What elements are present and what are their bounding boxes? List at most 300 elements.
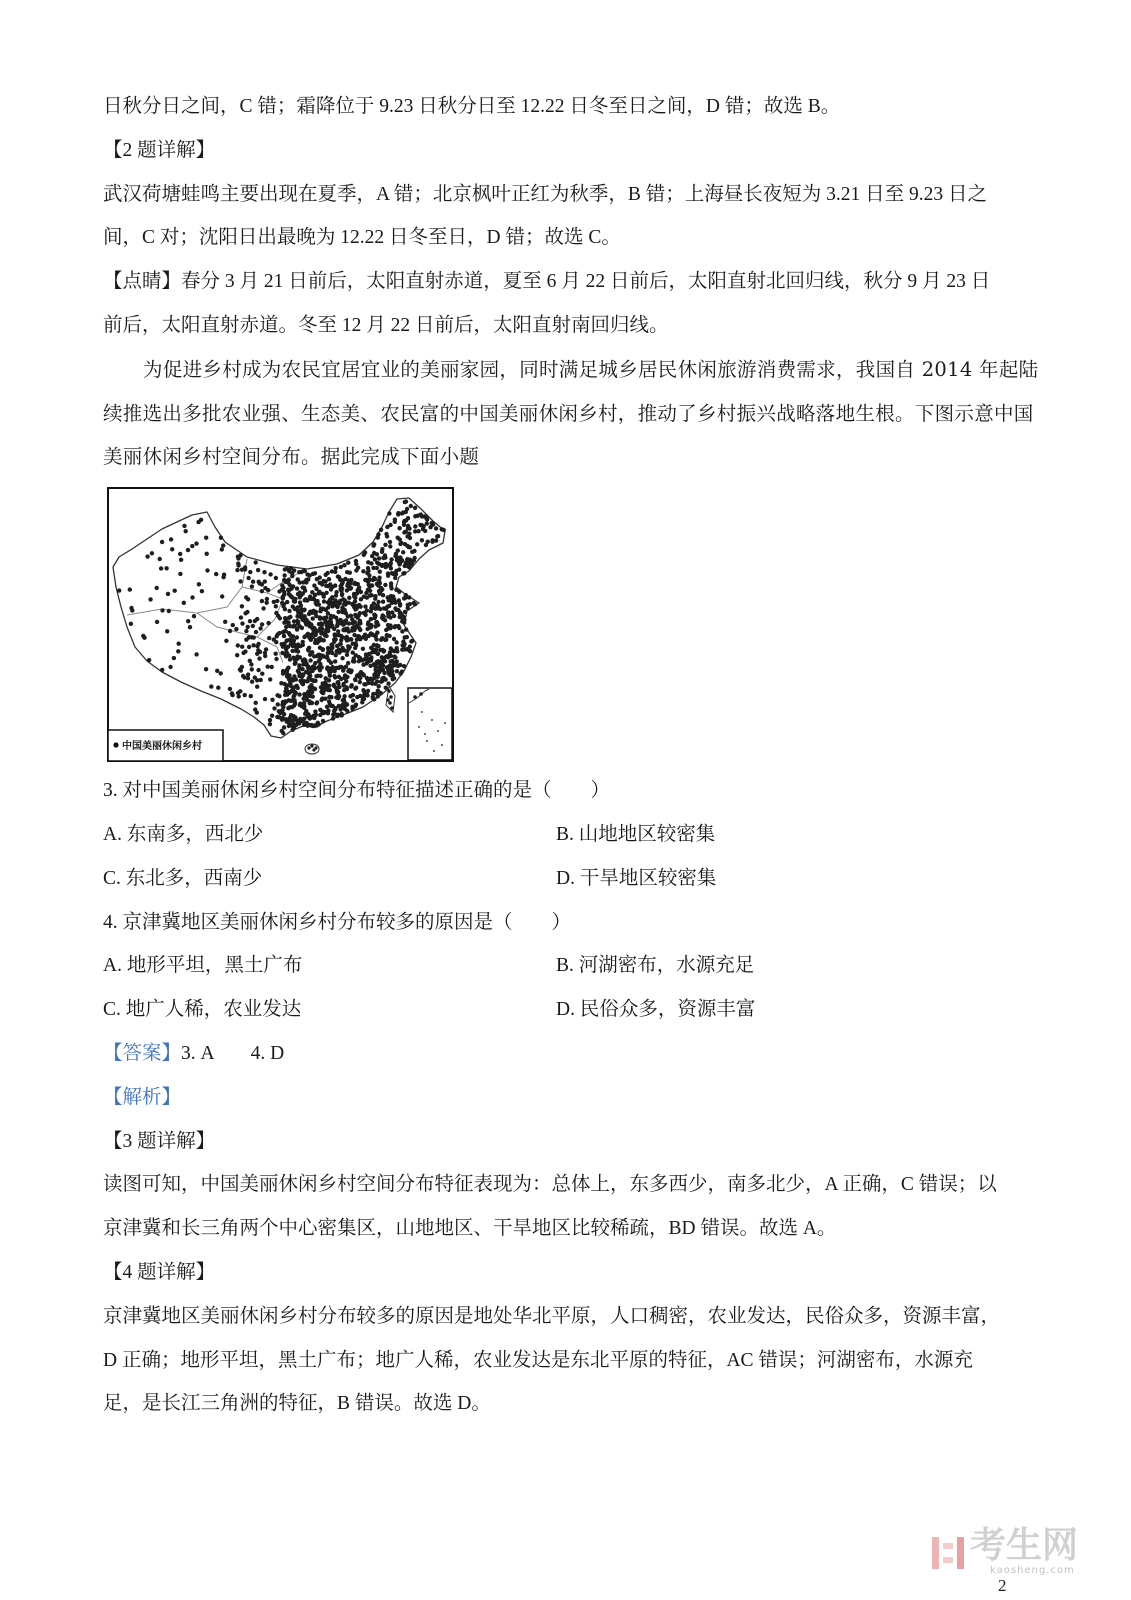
- village-dot: [328, 674, 332, 678]
- village-dot: [249, 662, 253, 666]
- village-dot: [150, 551, 154, 555]
- village-dot: [288, 682, 292, 686]
- village-dot: [413, 602, 417, 606]
- village-dot: [276, 702, 280, 706]
- village-dot: [257, 657, 261, 661]
- village-dot: [343, 577, 347, 581]
- village-dot: [312, 629, 316, 633]
- village-dot: [306, 647, 310, 651]
- village-dot: [395, 669, 399, 673]
- village-dot: [353, 599, 357, 603]
- village-dot: [329, 617, 333, 621]
- village-dot: [383, 583, 387, 587]
- q3-detail-heading: 【3 题详解】: [103, 1130, 216, 1152]
- village-dot: [262, 570, 266, 574]
- village-dot: [444, 722, 446, 724]
- village-dot: [291, 605, 295, 609]
- option-a: A. 地形平坦，黑土广布: [103, 955, 303, 977]
- village-dot: [415, 542, 419, 546]
- village-dot: [318, 674, 322, 678]
- village-dot: [272, 706, 276, 710]
- village-dot: [390, 571, 394, 575]
- village-dot: [238, 579, 242, 583]
- village-dot: [282, 621, 286, 625]
- village-dot: [424, 543, 428, 547]
- village-dot: [313, 661, 317, 665]
- village-dot: [205, 552, 209, 556]
- village-dot: [347, 596, 351, 600]
- village-dot: [250, 680, 254, 684]
- village-dot: [332, 683, 336, 687]
- village-dot: [303, 569, 307, 573]
- village-dot: [340, 656, 344, 660]
- village-dot: [376, 670, 380, 674]
- answer-item: 3. A: [181, 1042, 215, 1064]
- village-dot: [155, 586, 159, 590]
- village-dot: [425, 522, 429, 526]
- village-dot: [282, 578, 286, 582]
- village-dot: [326, 688, 330, 692]
- village-dot: [322, 686, 326, 690]
- village-dot: [178, 552, 182, 556]
- village-dot: [316, 653, 320, 657]
- village-dot: [280, 651, 284, 655]
- analysis-label: 【解析】: [103, 1086, 182, 1108]
- village-dot: [401, 550, 405, 554]
- village-dot: [223, 620, 227, 624]
- village-dot: [339, 565, 343, 569]
- question-4-options: [103, 988, 1113, 1032]
- village-dot: [266, 665, 270, 669]
- village-dot: [352, 657, 356, 661]
- village-dot: [394, 640, 398, 644]
- village-dot: [372, 697, 376, 701]
- village-dot: [366, 678, 370, 682]
- village-dot: [358, 611, 362, 615]
- village-dot: [267, 636, 271, 640]
- village-dot: [321, 648, 325, 652]
- village-dot: [285, 669, 289, 673]
- village-dot: [308, 658, 312, 662]
- village-dot: [389, 557, 393, 561]
- village-dot: [308, 610, 312, 614]
- village-dot: [285, 600, 289, 604]
- village-dot: [312, 611, 316, 615]
- village-dot: [293, 661, 297, 665]
- village-dot: [396, 536, 400, 540]
- village-dot: [287, 609, 291, 613]
- village-dot: [351, 626, 355, 630]
- village-dot: [280, 587, 284, 591]
- village-dot: [306, 670, 310, 674]
- option-d: D. 干旱地区较密集: [556, 867, 717, 889]
- village-dot: [410, 639, 414, 643]
- q2-detail-heading: 【2 题详解】: [103, 139, 216, 161]
- village-dot: [243, 565, 247, 569]
- village-dot: [274, 576, 278, 580]
- village-dot: [298, 717, 302, 721]
- village-dot: [327, 601, 331, 605]
- q4-detail-heading: 【4 题详解】: [103, 1261, 216, 1283]
- south-china-sea-inset: [408, 688, 452, 760]
- village-dot: [263, 654, 267, 658]
- village-dot: [280, 729, 284, 733]
- village-dot: [298, 581, 302, 585]
- village-dot: [309, 638, 313, 642]
- village-dot: [285, 567, 289, 571]
- village-dot: [291, 584, 295, 588]
- village-dot: [182, 524, 186, 528]
- village-dot: [219, 671, 223, 675]
- village-dot: [408, 645, 412, 649]
- village-dot: [407, 545, 411, 549]
- village-dot: [313, 723, 317, 727]
- village-dot: [413, 695, 417, 699]
- village-distribution-map-figure: [103, 479, 1113, 769]
- village-dot: [240, 645, 244, 649]
- village-dot: [358, 605, 362, 609]
- village-dot: [402, 520, 406, 524]
- village-dot: [298, 595, 302, 599]
- village-dot: [335, 622, 339, 626]
- village-dot: [369, 657, 373, 661]
- village-dot: [362, 553, 366, 557]
- village-dot: [244, 629, 248, 633]
- village-dot: [384, 654, 388, 658]
- village-dot: [177, 642, 181, 646]
- village-dot: [294, 649, 298, 653]
- village-dot: [362, 697, 366, 701]
- village-dot: [230, 691, 234, 695]
- village-dot: [399, 541, 403, 545]
- village-dot: [292, 568, 296, 572]
- village-dot: [282, 634, 286, 638]
- answer-item: 4. D: [250, 1042, 285, 1064]
- village-dot: [268, 722, 272, 726]
- village-dot: [366, 689, 370, 693]
- village-dot: [221, 544, 225, 548]
- village-dot: [274, 604, 278, 608]
- village-dot: [319, 631, 323, 635]
- answer-label: 【答案】: [103, 1042, 182, 1064]
- village-dot: [437, 730, 439, 732]
- village-dot: [204, 667, 208, 671]
- village-dot: [291, 721, 295, 725]
- village-dot: [235, 653, 239, 657]
- village-dot: [261, 606, 265, 610]
- village-dot: [287, 631, 291, 635]
- village-dot: [322, 599, 326, 603]
- village-dot: [404, 561, 408, 565]
- village-dot: [244, 638, 248, 642]
- village-dot: [341, 628, 345, 632]
- village-dot: [266, 621, 270, 625]
- village-dot: [357, 659, 361, 663]
- village-dot: [424, 733, 426, 735]
- village-dot: [387, 634, 391, 638]
- village-dot: [299, 607, 303, 611]
- village-dot: [372, 542, 376, 546]
- village-dot: [325, 665, 329, 669]
- village-dot: [321, 719, 325, 723]
- village-dot: [268, 572, 272, 576]
- village-dot: [326, 651, 330, 655]
- legend-dot-icon: [113, 743, 118, 748]
- village-dot: [264, 647, 268, 651]
- village-dot: [311, 679, 315, 683]
- village-dot: [376, 532, 380, 536]
- village-dot: [292, 698, 296, 702]
- logo-bar: [943, 1543, 953, 1549]
- tip-line: 前后，太阳直射赤道。冬至 12 月 22 日前后，太阳直射南回归线。: [103, 314, 669, 336]
- village-dot: [145, 555, 149, 559]
- village-dot: [373, 635, 377, 639]
- village-dot: [342, 694, 346, 698]
- village-dot: [260, 599, 264, 603]
- village-dot: [275, 715, 279, 719]
- village-dot: [194, 542, 198, 546]
- village-dot: [413, 524, 417, 528]
- village-dot: [406, 606, 410, 610]
- village-dot: [315, 700, 319, 704]
- village-dot: [304, 634, 308, 638]
- village-dot: [349, 614, 353, 618]
- village-dot: [272, 638, 276, 642]
- village-dot: [307, 620, 311, 624]
- village-dot: [396, 512, 400, 516]
- village-dot: [380, 676, 384, 680]
- village-dot: [236, 562, 240, 566]
- village-dot: [300, 626, 304, 630]
- village-dot: [420, 523, 424, 527]
- village-dot: [345, 588, 349, 592]
- village-dot: [331, 704, 335, 708]
- village-dot: [274, 657, 278, 661]
- tip-text: 春分 3 月 21 日前后，太阳直射赤道，夏至 6 月 22 日前后，太阳直射北回归线，秋分 9 月 23 日: [181, 271, 991, 293]
- village-dot: [292, 638, 296, 642]
- village-dot: [336, 682, 340, 686]
- village-dot: [385, 605, 389, 609]
- village-dot: [172, 656, 176, 660]
- village-dot: [190, 544, 194, 548]
- village-dot: [295, 628, 299, 632]
- village-dot: [179, 558, 183, 562]
- village-dot: [372, 662, 376, 666]
- village-dot: [362, 690, 366, 694]
- village-dot: [284, 717, 288, 721]
- village-dot: [147, 658, 151, 662]
- village-dot: [291, 656, 295, 660]
- village-dot: [323, 697, 327, 701]
- legend-label: 中国美丽休闲乡村: [122, 741, 202, 753]
- village-dot: [129, 606, 133, 610]
- passage-line: 为促进乡村成为农民宜居宜业的美丽家园，同时满足城乡居民休闲旅游消费需求，我国自 2014 年起陆: [143, 357, 1039, 381]
- village-dot: [324, 591, 328, 595]
- village-dot: [395, 555, 399, 559]
- village-dot: [392, 637, 396, 641]
- village-dot: [368, 584, 372, 588]
- village-dot: [386, 595, 390, 599]
- village-dot: [334, 666, 338, 670]
- village-dot: [282, 573, 286, 577]
- village-dot: [297, 664, 301, 668]
- village-dot: [401, 571, 405, 575]
- village-dot: [294, 677, 298, 681]
- village-dot: [379, 691, 383, 695]
- village-dot: [254, 560, 258, 564]
- village-dot: [361, 663, 365, 667]
- village-dot: [301, 643, 305, 647]
- village-dot: [280, 703, 284, 707]
- village-dot: [299, 612, 303, 616]
- village-dot: [199, 518, 203, 522]
- village-dot: [334, 566, 338, 570]
- village-dot: [366, 620, 370, 624]
- option-a: A. 东南多，西北少: [103, 823, 264, 845]
- village-dot: [391, 677, 395, 681]
- village-dot: [188, 625, 192, 629]
- village-dot: [357, 585, 361, 589]
- village-dot: [317, 722, 321, 726]
- village-dot: [345, 649, 349, 653]
- village-dot: [348, 571, 352, 575]
- village-dot: [434, 526, 438, 530]
- village-dot: [436, 534, 440, 538]
- village-dot: [370, 606, 374, 610]
- village-dot: [288, 705, 292, 709]
- village-dot: [358, 628, 362, 632]
- tip-line: [103, 260, 1113, 304]
- village-dot: [339, 642, 343, 646]
- village-dot: [293, 600, 297, 604]
- continuation-line: 日秋分日之间，C 错；霜降位于 9.23 日秋分日至 12.22 日冬至日之间，D 错；故选 B。: [103, 96, 841, 117]
- village-dot: [376, 652, 380, 656]
- village-dot: [394, 588, 398, 592]
- village-dot: [347, 668, 351, 672]
- village-dot: [394, 569, 398, 573]
- village-dot: [256, 668, 260, 672]
- village-dot: [386, 698, 390, 702]
- village-dot: [239, 616, 243, 620]
- village-dot: [400, 619, 404, 623]
- village-dot: [373, 594, 377, 598]
- village-dot: [209, 685, 213, 689]
- watermark-logo-icon: [928, 1533, 968, 1573]
- village-dot: [314, 747, 317, 750]
- village-dot: [296, 686, 300, 690]
- village-dot: [388, 544, 392, 548]
- village-dot: [321, 682, 325, 686]
- village-dot: [376, 659, 380, 663]
- village-dot: [324, 615, 328, 619]
- village-dot: [386, 574, 390, 578]
- village-dot: [319, 607, 323, 611]
- village-dot: [243, 693, 247, 697]
- village-dot: [260, 589, 264, 593]
- village-dot: [190, 595, 194, 599]
- village-dot: [375, 679, 379, 683]
- village-dot: [392, 625, 396, 629]
- village-dot: [318, 708, 322, 712]
- village-dot: [412, 556, 416, 560]
- village-dot: [389, 695, 393, 699]
- village-dot: [258, 581, 262, 585]
- village-dot: [158, 557, 162, 561]
- village-dot: [431, 719, 433, 721]
- village-dot: [422, 514, 426, 518]
- watermark-name: 考生网: [970, 1525, 1079, 1566]
- village-dot: [330, 624, 334, 628]
- village-dot: [398, 663, 402, 667]
- village-dot: [399, 672, 403, 676]
- q2-detail-line: 武汉荷塘蛙鸣主要出现在夏季，A 错；北京枫叶正红为秋季，B 错；上海昼长夜短为 3.21 日至 9.23 日之: [103, 183, 988, 205]
- village-dot: [377, 684, 381, 688]
- village-dot: [216, 686, 220, 690]
- village-dot: [141, 634, 145, 638]
- village-dot: [361, 635, 365, 639]
- village-dot: [258, 650, 262, 654]
- village-dot: [289, 595, 293, 599]
- village-dot: [310, 745, 313, 748]
- village-dot: [283, 629, 287, 633]
- village-dot: [331, 716, 335, 720]
- village-dot: [224, 639, 228, 643]
- village-dot: [358, 619, 362, 623]
- village-dot: [148, 597, 152, 601]
- village-dot: [346, 644, 350, 648]
- village-dot: [354, 643, 358, 647]
- village-dot: [376, 675, 380, 679]
- village-dot: [317, 603, 321, 607]
- village-dot: [326, 620, 330, 624]
- village-dot: [295, 587, 299, 591]
- village-dot: [392, 614, 396, 618]
- village-dot: [314, 674, 318, 678]
- village-dot: [413, 506, 417, 510]
- option-c: C. 地广人稀，农业发达: [103, 999, 302, 1021]
- village-dot: [351, 693, 355, 697]
- village-dot: [345, 685, 349, 689]
- village-dot: [318, 616, 322, 620]
- village-dot: [246, 576, 250, 580]
- village-dot: [423, 529, 427, 533]
- village-dot: [363, 578, 367, 582]
- village-dot: [287, 690, 291, 694]
- village-dot: [384, 532, 388, 536]
- village-dot: [390, 601, 394, 605]
- village-dot: [413, 529, 417, 533]
- village-dot: [376, 623, 380, 627]
- village-dot: [379, 528, 383, 532]
- village-dot: [182, 601, 186, 605]
- village-dot: [324, 676, 328, 680]
- logo-bar: [943, 1557, 953, 1563]
- village-dot: [128, 588, 132, 592]
- village-dot: [354, 562, 358, 566]
- village-dot: [194, 652, 198, 656]
- village-dot: [441, 744, 443, 746]
- village-dot: [357, 655, 361, 659]
- village-dot: [288, 716, 292, 720]
- village-dot: [312, 584, 316, 588]
- village-dot: [252, 636, 256, 640]
- village-dot: [338, 618, 342, 622]
- page-number: 2: [998, 1576, 1007, 1595]
- village-dot: [337, 648, 341, 652]
- village-dot: [248, 619, 252, 623]
- village-dot: [117, 589, 121, 593]
- village-dot: [384, 686, 388, 690]
